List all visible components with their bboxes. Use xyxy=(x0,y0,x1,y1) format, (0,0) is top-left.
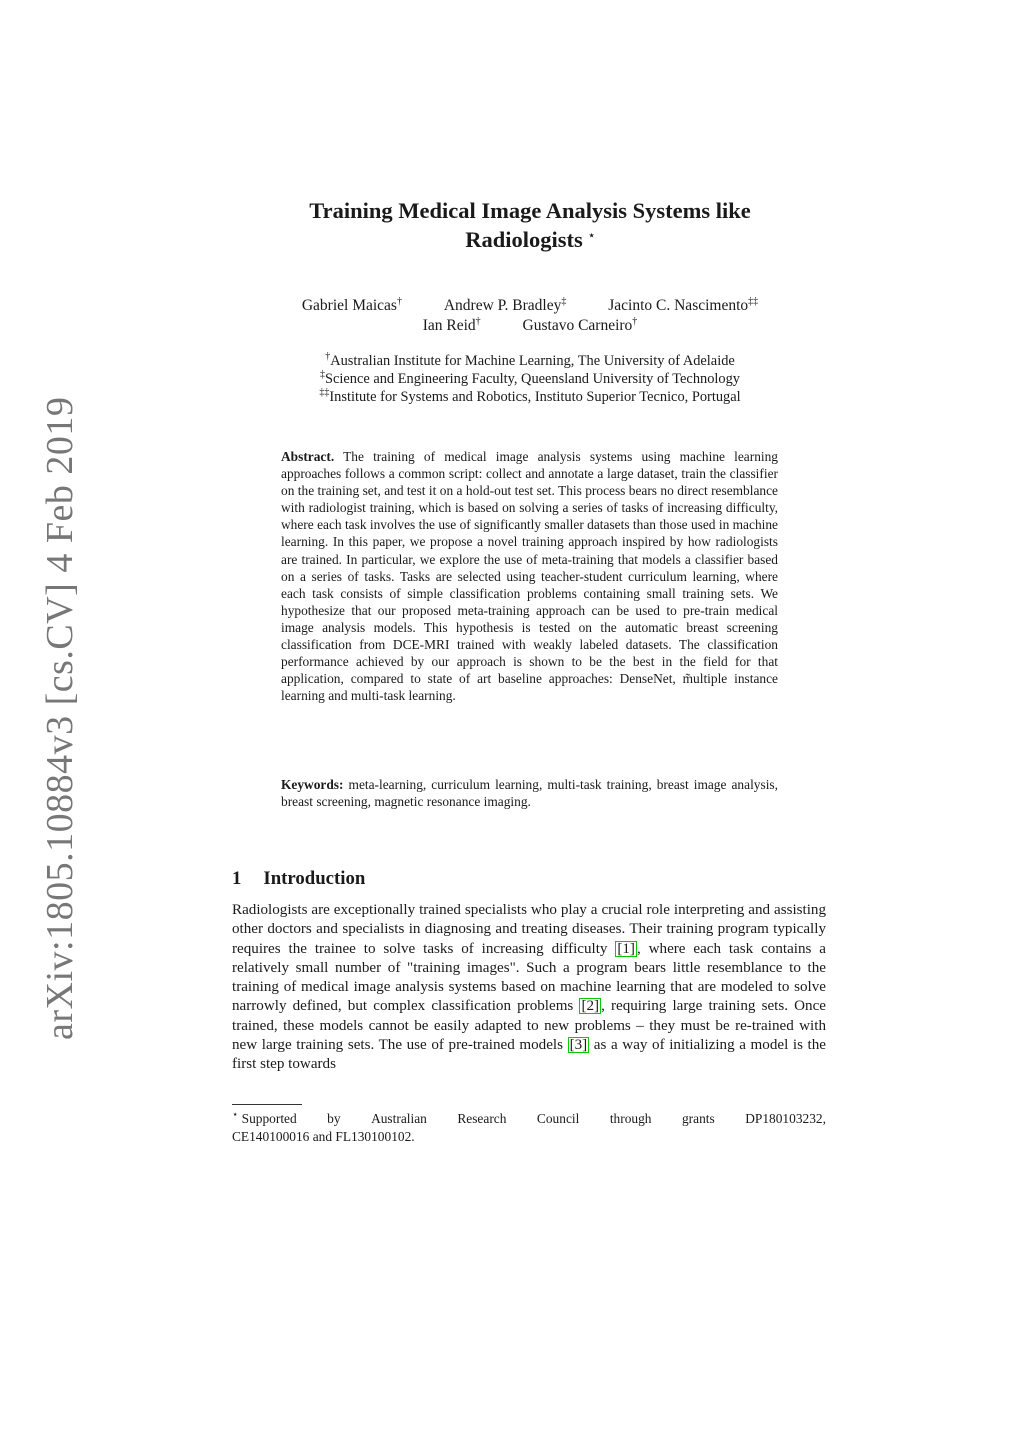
footnote-line-1: ⋆ Supported by Australian Research Council through grants DP180103232, xyxy=(232,1109,826,1126)
footnote-rule xyxy=(232,1104,302,1105)
abstract-label: Abstract. xyxy=(281,449,335,464)
author: Andrew P. Bradley‡ xyxy=(443,295,567,314)
author: Gabriel Maicas† xyxy=(301,295,402,314)
introduction-paragraph xyxy=(232,901,826,1075)
intro-text: , requiring large training sets. Once trained, these models cannot be easily adapted to new problems – they must be re-trained with new large training sets. The use of pre-trained models xyxy=(232,998,826,1054)
keywords-label: Keywords: xyxy=(281,777,344,792)
keywords-text: meta-learning, curriculum learning, multi-task training, breast image analysis, breast screening, magnetic resonance imaging. xyxy=(281,777,778,810)
footnote xyxy=(232,1110,826,1145)
author: Jacinto C. Nascimento‡‡ xyxy=(608,295,759,314)
author: Ian Reid† xyxy=(422,315,481,334)
affiliations xyxy=(232,352,828,406)
section-heading xyxy=(232,868,365,890)
keywords xyxy=(281,776,778,810)
title-footnote-mark: ⋆ xyxy=(588,230,595,242)
section-title: Introduction xyxy=(263,868,366,889)
author-row-2 xyxy=(232,316,828,336)
citation-link[interactable]: [3] xyxy=(569,1037,588,1054)
intro-text: as a way of initializing a model is the first step towards xyxy=(232,1037,826,1073)
affiliation: ‡Science and Engineering Faculty, Queensland University of Technology xyxy=(319,369,740,387)
citation-link[interactable]: [2] xyxy=(581,998,600,1015)
title-line-2-text: Radiologists xyxy=(465,227,583,252)
footnote-mark: ⋆ xyxy=(232,1109,239,1121)
title-line-1: Training Medical Image Analysis Systems like xyxy=(309,198,751,223)
section-number: 1 xyxy=(232,868,242,889)
author: Gustavo Carneiro† xyxy=(522,315,638,334)
paper-title xyxy=(232,196,828,254)
affiliation: ‡‡Institute for Systems and Robotics, Instituto Superior Tecnico, Portugal xyxy=(319,387,741,405)
footnote-line-2: CE140100016 and FL130100102. xyxy=(232,1128,415,1144)
title-line-2 xyxy=(232,225,828,254)
affiliation: †Australian Institute for Machine Learning, The University of Adelaide xyxy=(325,351,735,369)
intro-text: , where each task contains a relatively small number of "training images". Such a program bears little resemblance to the training of medical image analysis systems based on machine learning that are modeled to solve narrowly defined, but complex classification problems xyxy=(232,940,826,1015)
author-row-1 xyxy=(232,296,828,316)
intro-text: Radiologists are exceptionally trained specialists who play a crucial role interpreting and assisting other doctors and specialists in diagnosing and treating diseases. Their training program typically requires the trainee to solve tasks of increasing difficulty xyxy=(232,902,826,957)
abstract-text: The training of medical image analysis systems using machine learning approaches follows a common script: collect and annotate a large dataset, train the classifier on the training set, and test it on a hold-out test set. This process bears no direct resemblance with radiologist training, which is based on solving a series of tasks of increasing difficulty, where each task involves the use of significantly smaller datasets than those used in machine learning. In this paper, we propose a novel training approach inspired by how radiologists are trained. In particular, we explore the use of meta-training that models a classifier based on a series of tasks. Tasks are selected using teacher-student curriculum learning, where each task consists of simple classification problems containing small training sets. We hypothesize that our proposed meta-training approach can be used to pre-train medical image analysis models. This hypothesis is tested on the automatic breast screening classification from DCE-MRI trained with weakly labeled datasets. The classification performance achieved by our approach is shown to be the best in the field for that application, compared to state of art baseline approaches: DenseNet, m̃ultiple instance learning and multi-task learning. xyxy=(281,449,778,704)
citation-link[interactable]: [1] xyxy=(617,940,635,957)
abstract xyxy=(281,448,778,704)
arxiv-identifier: arXiv:1805.10884v3 [cs.CV] 4 Feb 2019 xyxy=(39,396,81,1040)
author-list xyxy=(232,296,828,336)
